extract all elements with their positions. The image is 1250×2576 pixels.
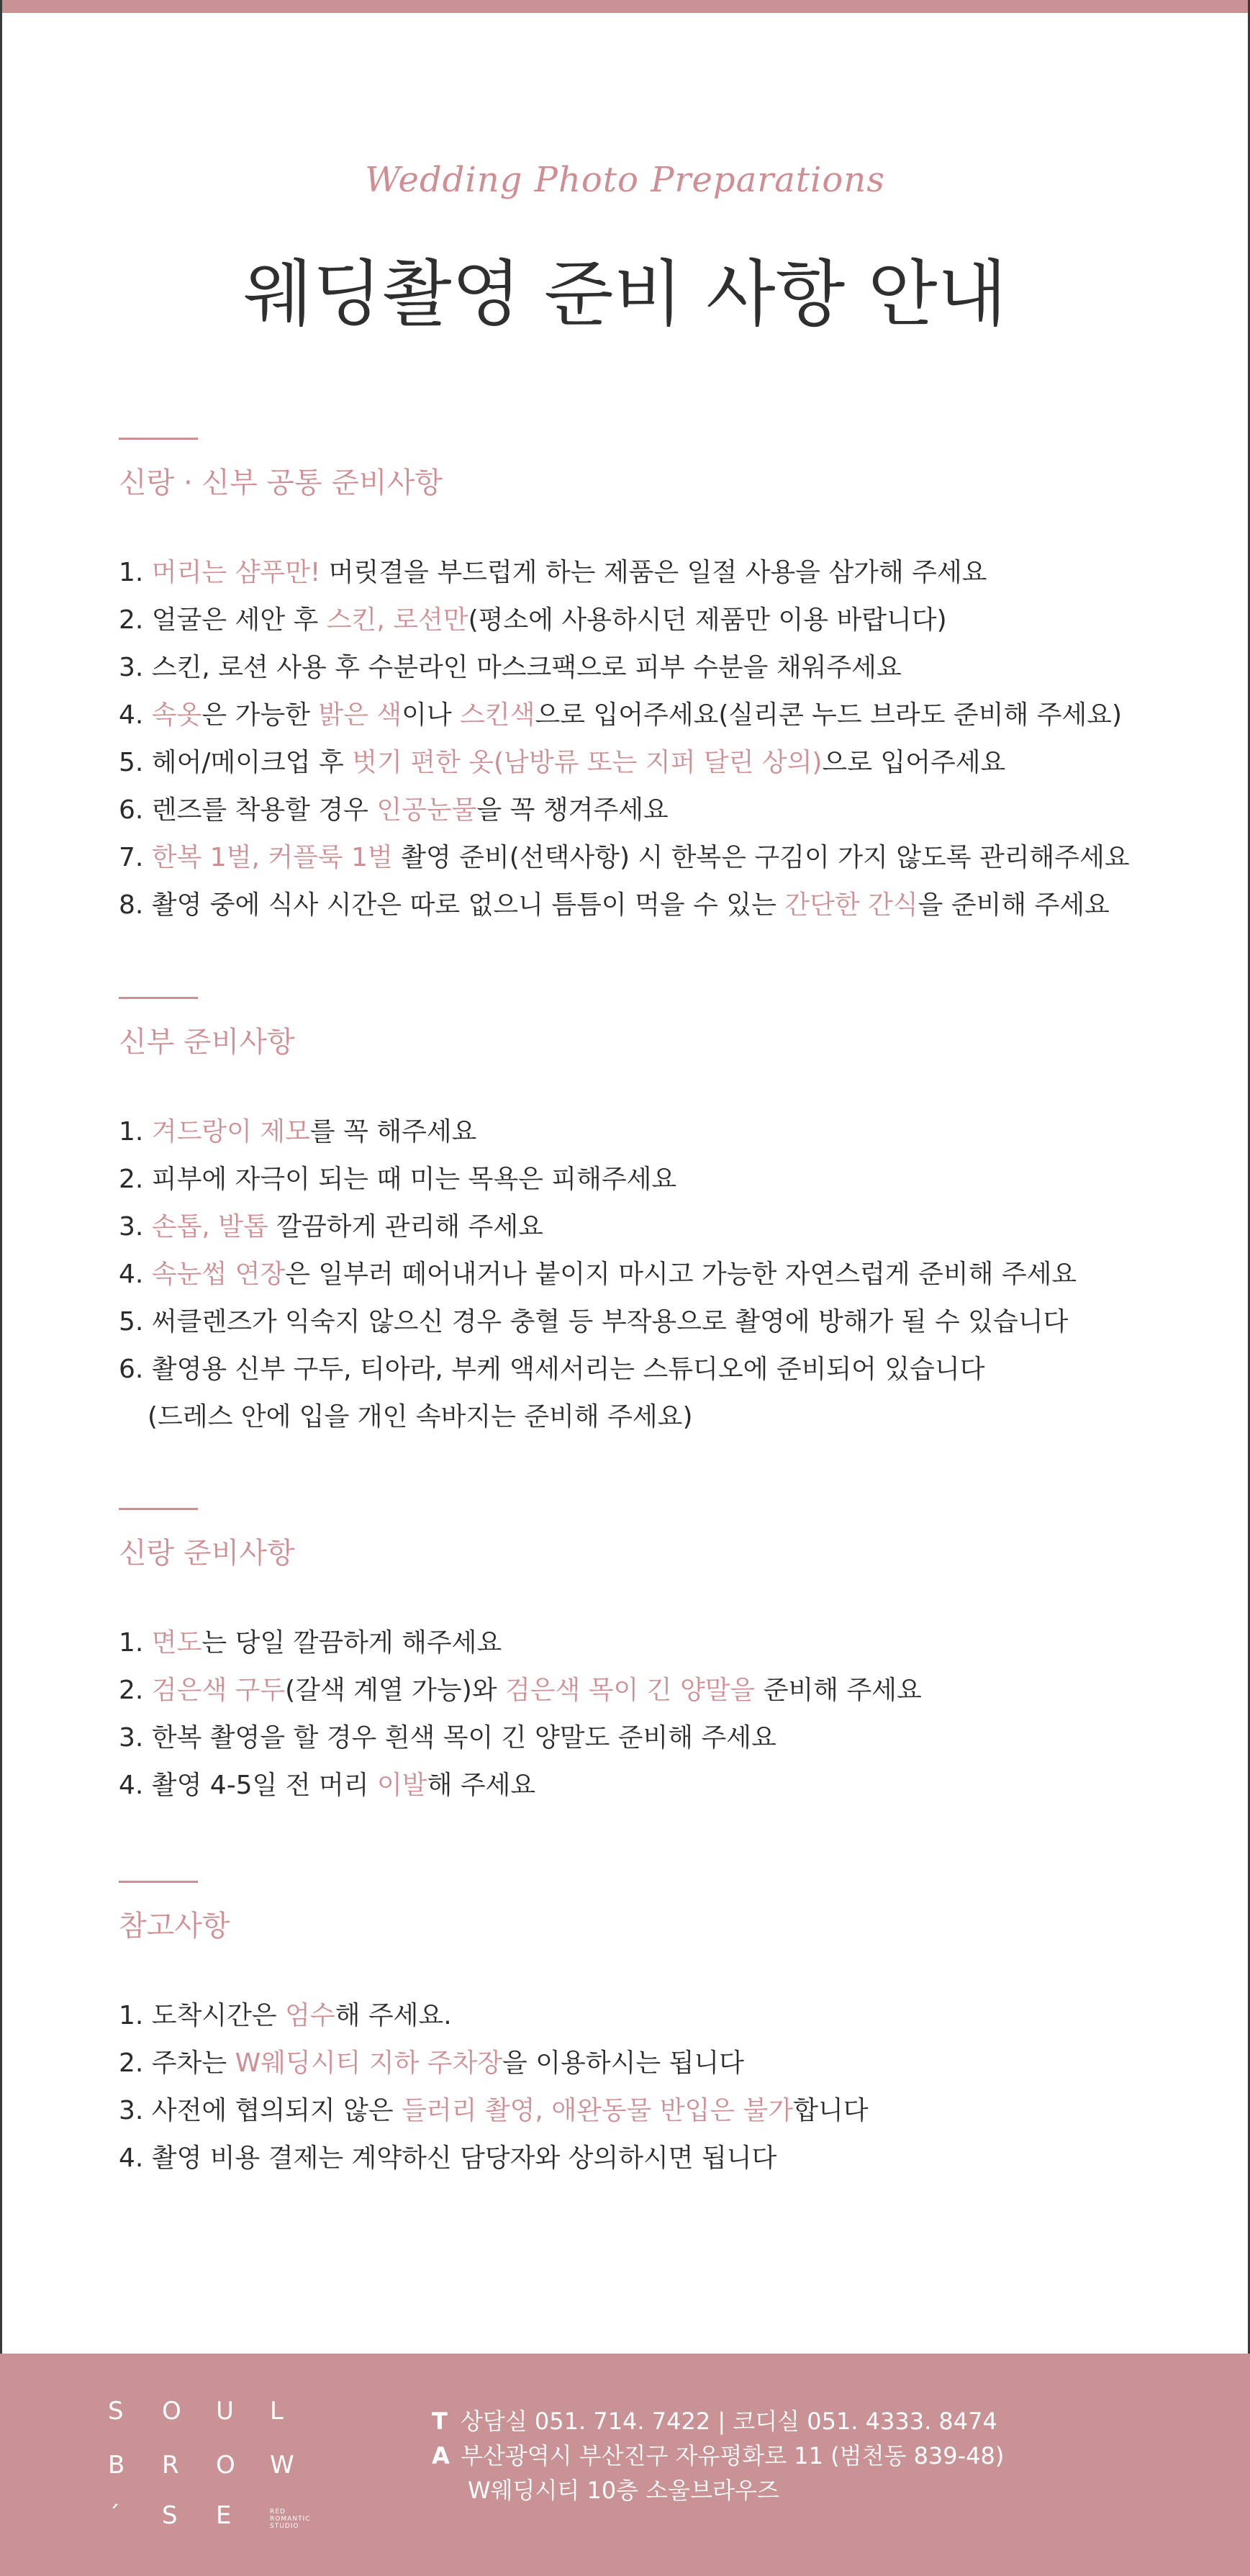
- list-item: [119, 1251, 1169, 1298]
- list-item: [119, 1346, 1169, 1393]
- page-title: 웨딩촬영 준비 사항 안내: [243, 252, 1007, 336]
- item-text: 5. 써클렌즈가 익숙지 않으신 경우 충혈 등 부작용으로 촬영에 방해가 될 수 있습니다: [119, 1307, 1069, 1337]
- list-item: [119, 644, 1169, 692]
- highlight-text: 밝은 색: [318, 700, 402, 730]
- frame-border-left: [0, 0, 2, 2354]
- section-heading: 신부 준비사항: [119, 1026, 295, 1059]
- section-heading: 참고사항: [119, 1910, 230, 1943]
- item-text: 1.: [119, 558, 152, 587]
- logo-tagline: RED ROMANTIC STUDIO: [270, 2508, 311, 2530]
- item-text: 2. 피부에 자극이 되는 때 미는 목욕은 피해주세요: [119, 1165, 677, 1194]
- list-item: [119, 1714, 1169, 1762]
- highlight-text: 겨드랑이 제모: [151, 1117, 310, 1147]
- highlight-text: 검은색 구두: [151, 1676, 286, 1705]
- item-text: 5. 헤어/메이크업 후: [119, 748, 353, 777]
- item-text: (갈색 계열 가능)와: [285, 1676, 505, 1705]
- top-accent-bar: [0, 0, 1250, 13]
- list-item: [119, 2040, 1169, 2087]
- highlight-text: 손톱, 발톱: [151, 1212, 268, 1242]
- highlight-text: 면도: [151, 1628, 202, 1658]
- item-text: 4. 촬영 4-5일 전 머리: [119, 1771, 378, 1800]
- list-item: [119, 882, 1169, 929]
- item-text: (평소에 사용하시던 제품만 이용 바랍니다): [468, 605, 947, 635]
- item-text: 2. 얼굴은 세안 후: [119, 605, 327, 635]
- item-text: 촬영 준비(선택사항) 시 한복은 구김이 가지 않도록 관리해주세요: [392, 843, 1130, 872]
- item-text: 3.: [119, 1212, 152, 1242]
- list-item: [119, 787, 1169, 834]
- item-text: 1. 도착시간은: [119, 2001, 286, 2030]
- address-line-2: W웨딩시티 10층 소울브라우즈: [468, 2477, 779, 2504]
- highlight-text: 이발: [377, 1771, 427, 1800]
- item-text: 를 꼭 해주세요: [309, 1117, 477, 1147]
- item-list: [119, 1108, 1169, 1441]
- phone-label: T: [432, 2408, 448, 2435]
- list-item: [119, 1156, 1169, 1203]
- footer: [0, 2354, 1250, 2576]
- item-text: 을 이용하시는 됩니다: [502, 2048, 744, 2078]
- item-text: 4.: [119, 700, 152, 730]
- highlight-text: 벗기 편한 옷(남방류 또는 지퍼 달린 상의): [352, 748, 823, 777]
- list-item: [119, 1667, 1169, 1714]
- item-text: 6. 렌즈를 착용할 경우: [119, 795, 377, 825]
- highlight-text: 머리는 샴푸만!: [151, 558, 321, 587]
- item-text: 준비해 주세요: [755, 1676, 922, 1705]
- item-text: 해 주세요.: [335, 2001, 452, 2030]
- item-text: 은 가능한: [201, 700, 319, 730]
- item-text: 으로 입어주세요(실리콘 누드 브라도 준비해 주세요): [535, 700, 1123, 730]
- highlight-text: 인공눈물: [376, 795, 477, 825]
- highlight-text: 스킨색: [460, 700, 535, 730]
- item-text: (드레스 안에 입을 개인 속바지는 준비해 주세요): [148, 1402, 693, 1432]
- item-text: 2. 주차는: [119, 2048, 235, 2078]
- script-subtitle: Wedding Photo Preparations: [365, 160, 885, 200]
- item-text: 1.: [119, 1117, 152, 1147]
- item-text: 7.: [119, 843, 152, 872]
- list-item: [119, 834, 1169, 882]
- phone-numbers: 상담실 051. 714. 7422 | 코디실 051. 4333. 8474: [461, 2408, 997, 2435]
- item-text: 해 주세요: [427, 1771, 536, 1800]
- highlight-text: 엄수: [285, 2001, 335, 2030]
- section-heading: 신랑 준비사항: [119, 1537, 295, 1570]
- item-text: 머릿결을 부드럽게 하는 제품은 일절 사용을 삼가해 주세요: [320, 558, 987, 587]
- list-item: [119, 549, 1169, 597]
- item-text: 은 일부러 떼어내거나 붙이지 마시고 가능한 자연스럽게 준비해 주세요: [285, 1260, 1077, 1289]
- list-item: [119, 692, 1169, 739]
- list-item: [119, 1619, 1169, 1667]
- item-text: 을 꼭 챙겨주세요: [476, 795, 669, 825]
- section-heading: 신랑 · 신부 공통 준비사항: [119, 466, 443, 500]
- item-text: 3. 스킨, 로션 사용 후 수분라인 마스크팩으로 피부 수분을 채워주세요: [119, 653, 902, 682]
- highlight-text: 검은색 목이 긴 양말을: [504, 1676, 756, 1705]
- phone-line: [432, 2404, 1004, 2439]
- list-item: [119, 1108, 1169, 1156]
- highlight-text: W웨딩시티 지하 주차장: [235, 2048, 503, 2078]
- item-text: 8. 촬영 중에 식사 시간은 따로 없으니 틈틈이 먹을 수 있는: [119, 890, 785, 920]
- list-item: [119, 1762, 1169, 1809]
- item-text: 2.: [119, 1676, 152, 1705]
- list-item: [119, 1992, 1169, 2040]
- list-item: [119, 2135, 1169, 2182]
- item-text: 4.: [119, 1260, 152, 1289]
- item-text: 으로 입어주세요: [822, 748, 1006, 777]
- list-item: [119, 1203, 1169, 1251]
- highlight-text: 속눈썹 연장: [151, 1260, 286, 1289]
- list-item: [119, 597, 1169, 644]
- list-item: [119, 1393, 1169, 1441]
- section-rule: [119, 1508, 198, 1510]
- section-bride: [119, 997, 1169, 1441]
- item-text: 3. 사전에 협의되지 않은: [119, 2096, 402, 2125]
- item-text: 을 준비해 주세요: [918, 890, 1110, 920]
- list-item: [119, 1298, 1169, 1346]
- highlight-text: 들러리 촬영, 애완동물 반입은 불가: [402, 2096, 794, 2125]
- item-text: 4. 촬영 비용 결제는 계약하신 담당자와 상의하시면 됩니다: [119, 2143, 777, 2173]
- highlight-text: 간단한 간식: [784, 890, 918, 920]
- section-rule: [119, 1881, 198, 1883]
- item-text: 이나: [402, 700, 461, 730]
- item-list: [119, 1619, 1169, 1809]
- section-rule: [119, 438, 198, 440]
- studio-logo: S O U L B R O W ´ S E RED ROMANTIC STUDIO: [108, 2397, 311, 2530]
- item-list: [119, 549, 1169, 929]
- item-text: 3. 한복 촬영을 할 경우 흰색 목이 긴 양말도 준비해 주세요: [119, 1723, 776, 1753]
- section-groom: [119, 1508, 1169, 1809]
- list-item: [119, 739, 1169, 787]
- section-rule: [119, 997, 198, 999]
- highlight-text: 스킨, 로션만: [326, 605, 468, 635]
- item-text: 1.: [119, 1628, 152, 1658]
- item-text: 합니다: [793, 2096, 869, 2125]
- highlight-text: 속옷: [151, 700, 202, 730]
- highlight-text: 한복 1벌, 커플룩 1벌: [151, 843, 393, 872]
- item-list: [119, 1992, 1169, 2182]
- section-notes: [119, 1881, 1169, 2182]
- item-text: 는 당일 깔끔하게 해주세요: [201, 1628, 502, 1658]
- section-common: [119, 438, 1169, 929]
- item-text: 6. 촬영용 신부 구두, 티아라, 부케 액세서리는 스튜디오에 준비되어 있습니다: [119, 1355, 985, 1384]
- address-line: [432, 2439, 1004, 2473]
- address-text: 부산광역시 부산진구 자유평화로 11 (범천동 839-48): [461, 2442, 1005, 2469]
- contact-info: [432, 2404, 1004, 2508]
- address-label: A: [432, 2442, 450, 2469]
- list-item: [119, 2087, 1169, 2135]
- item-text: 깔끔하게 관리해 주세요: [268, 1212, 543, 1242]
